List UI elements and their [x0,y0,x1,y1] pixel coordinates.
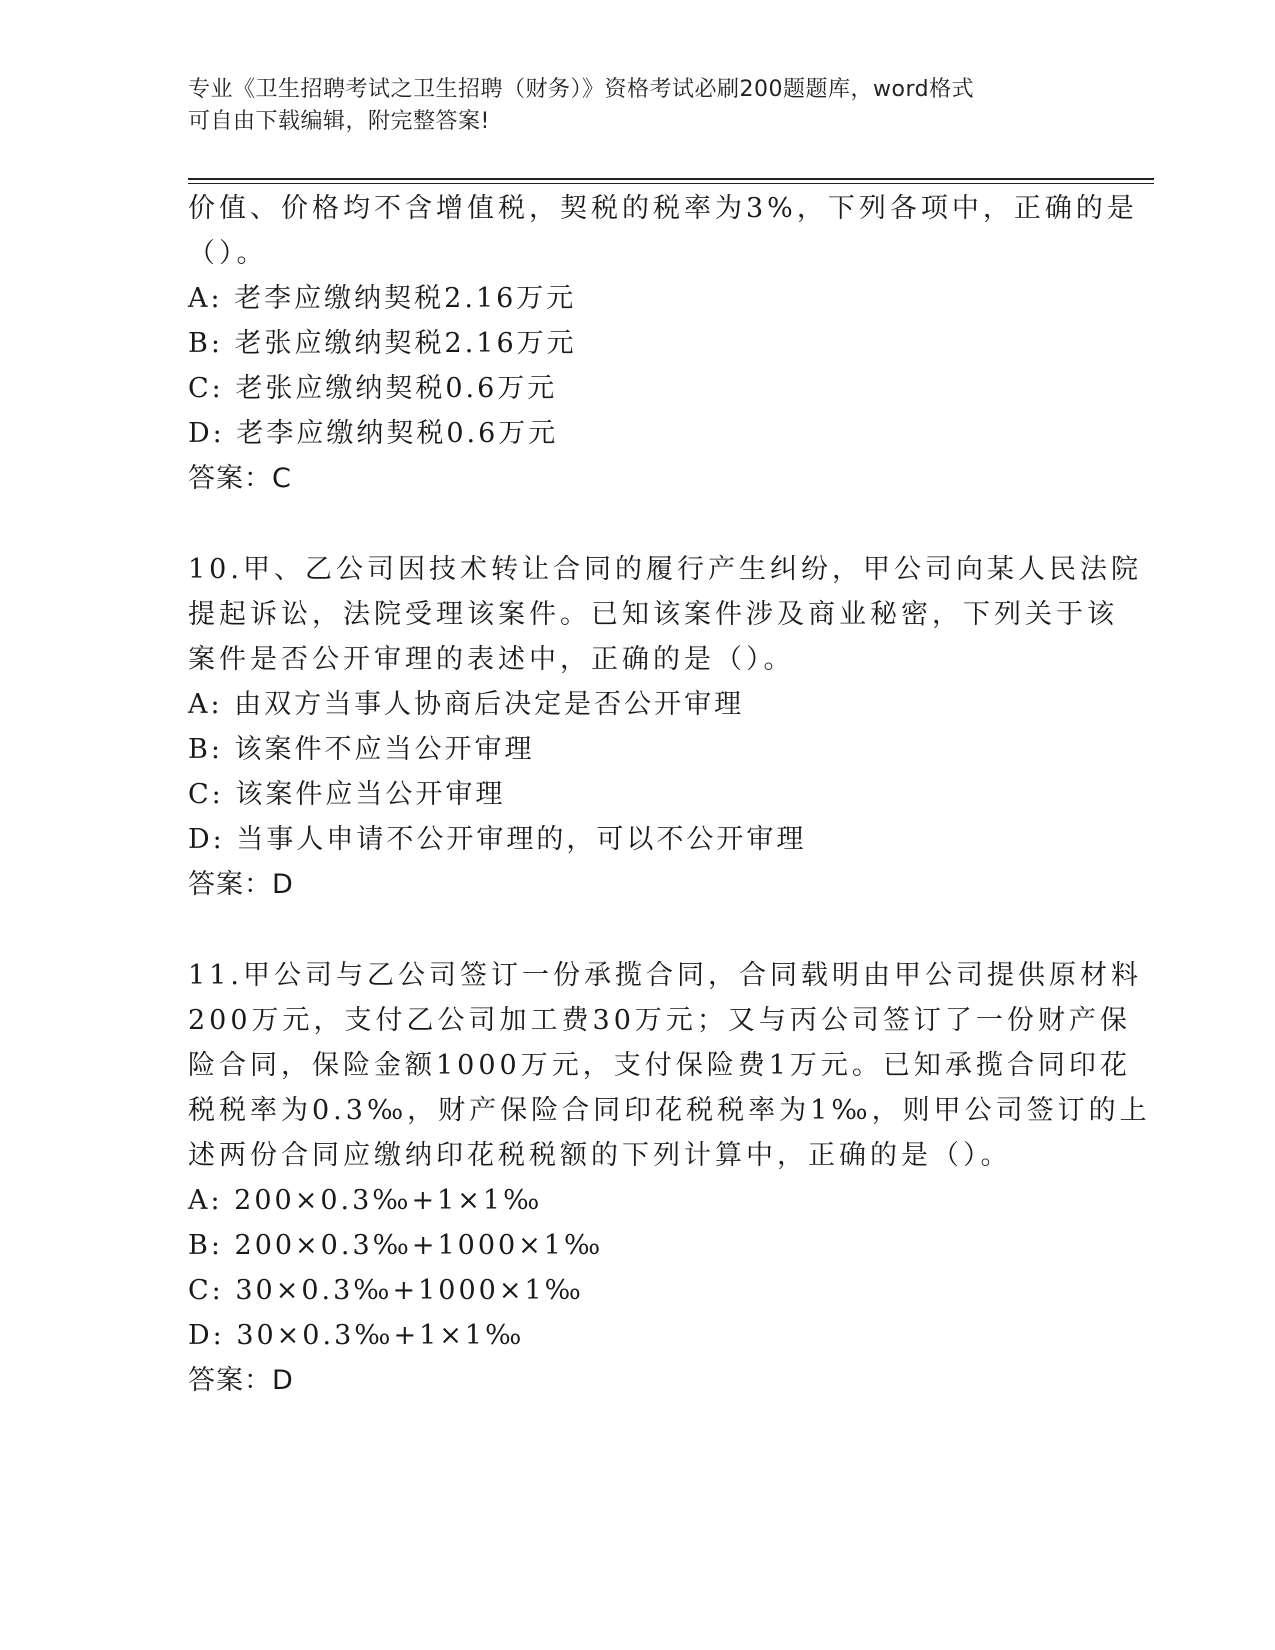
question-10 [188,547,1142,907]
question-11-text-line: 述两份合同应缴纳印花税税额的下列计算中，正确的是（）。 [188,1140,1012,1171]
question-9-option-b: B: 老张应缴纳契税2.16万元 [188,328,577,359]
question-11 [188,953,1151,1403]
question-10-option-a: A: 由双方当事人协商后决定是否公开审理 [188,689,745,720]
document-body [188,186,1151,1403]
question-10-text-line: 10.甲、乙公司因技术转让合同的履行产生纠纷，甲公司向某人民法院 [188,554,1142,585]
question-9-answer: 答案：C [188,463,292,494]
header-rule-thin [188,183,1154,184]
question-11-text-line: 11.甲公司与乙公司签订一份承揽合同，合同载明由甲公司提供原材料 [188,960,1142,991]
header-rule-thick [188,178,1154,180]
question-9-option-d: D: 老李应缴纳契税0.6万元 [188,418,559,449]
question-10-option-d: D: 当事人申请不公开审理的，可以不公开审理 [188,824,807,855]
question-9-option-c: C: 老张应缴纳契税0.6万元 [188,373,558,404]
question-11-text-line: 险合同，保险金额1000万元，支付保险费1万元。已知承揽合同印花 [188,1050,1131,1081]
header-title-line-1: 专业《卫生招聘考试之卫生招聘（财务）》资格考试必刷200题题库，word格式 [188,77,975,102]
question-11-text-line: 税税率为0.3‰，财产保险合同印花税税率为1‰，则甲公司签订的上 [188,1095,1151,1126]
question-11-text-line: 200万元，支付乙公司加工费30万元；又与丙公司签订了一份财产保 [188,1005,1131,1036]
question-9 [188,186,1138,501]
question-9-text-line: 价值、价格均不含增值税，契税的税率为3%，下列各项中，正确的是 [188,193,1138,224]
document-header [188,74,1088,138]
question-11-answer: 答案：D [188,1365,294,1396]
question-11-option-c: C: 30×0.3‰+1000×1‰ [188,1275,584,1306]
spacer [188,907,1088,953]
question-11-option-b: B: 200×0.3‰+1000×1‰ [188,1230,604,1261]
question-10-option-c: C: 该案件应当公开审理 [188,779,506,810]
question-10-text-line: 案件是否公开审理的表述中，正确的是（）。 [188,644,795,675]
spacer [188,501,1088,547]
question-11-option-d: D: 30×0.3‰+1×1‰ [188,1320,525,1351]
question-10-option-b: B: 该案件不应当公开审理 [188,734,535,765]
question-11-option-a: A: 200×0.3‰+1×1‰ [188,1185,543,1216]
question-10-text-line: 提起诉讼，法院受理该案件。已知该案件涉及商业秘密，下列关于该 [188,599,1118,630]
question-9-text-line: （）。 [188,238,268,269]
question-9-option-a: A: 老李应缴纳契税2.16万元 [188,283,577,314]
header-title-line-2: 可自由下载编辑，附完整答案! [188,109,490,134]
question-10-answer: 答案：D [188,869,294,900]
